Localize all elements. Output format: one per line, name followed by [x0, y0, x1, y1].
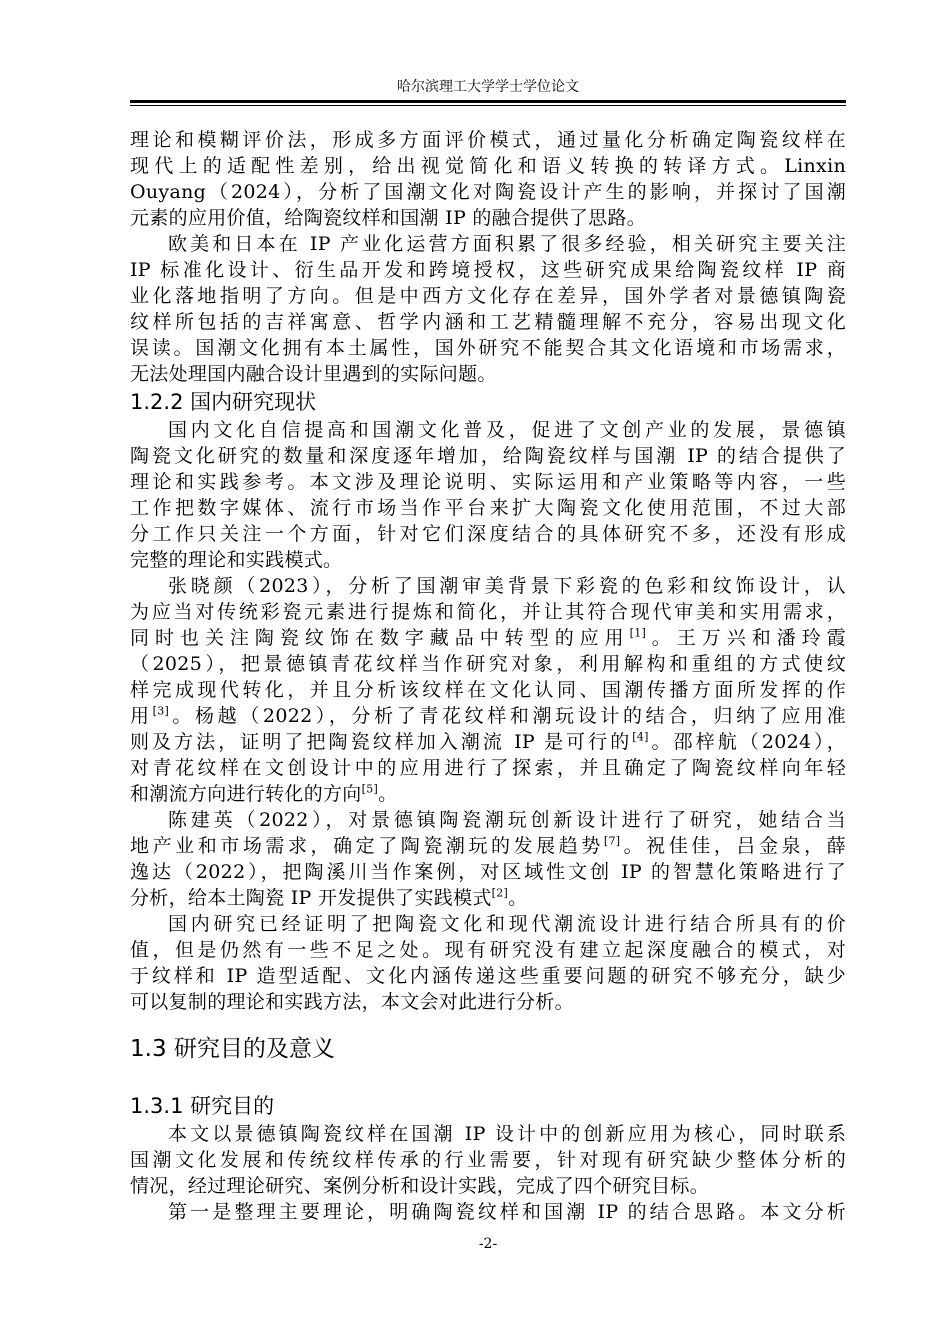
citation-ref: [3] — [152, 704, 170, 718]
text-line: （2025），把景德镇青花纹样当作研究对象，利用解构和重组的方式使纹 — [130, 653, 846, 675]
citation-ref: [5] — [361, 782, 379, 796]
text-segment: 。杨越（2022），分析了青花纹样和潮玩设计的结合，归纳了应用准 — [169, 705, 846, 727]
citation-ref: [7] — [603, 834, 621, 848]
text-line: 理论和模糊评价法，形成多方面评价模式，通过量化分析确定陶瓷纹样在 — [130, 129, 846, 151]
section-heading-1-3-1: 1.3.1 研究目的 — [130, 1094, 275, 1118]
paragraph-first-goal — [130, 1199, 846, 1225]
text-line — [130, 625, 846, 651]
text-segment: 。王万兴和潘玲霞 — [646, 627, 846, 649]
running-header: 哈尔滨理工大学学士学位论文 — [397, 79, 579, 95]
text-line — [130, 885, 846, 911]
section-heading-1-2-2: 1.2.2 国内研究现状 — [130, 390, 317, 414]
text-line — [130, 781, 846, 807]
text-line: 误读。国潮文化拥有本土属性，国外研究不能契合其文化语境和市场需求， — [130, 337, 846, 359]
text-line: 对青花纹样在文创设计中的应用进行了探索，并且确定了陶瓷纹样向年轻 — [130, 757, 846, 779]
text-line — [130, 833, 846, 859]
section-heading-1-3: 1.3 研究目的及意义 — [130, 1036, 335, 1062]
citation-ref: [4] — [632, 730, 649, 744]
text-line: 业化落地指明了方向。但是中西方文化存在差异，国外学者对景德镇陶瓷 — [130, 285, 846, 307]
text-line: 欧美和日本在 IP 产业化运营方面积累了很多经验，相关研究主要关注 — [168, 233, 846, 255]
text-segment: 同时也关注陶瓷纹饰在数字藏品中转型的应用 — [130, 627, 630, 649]
text-line — [130, 703, 846, 729]
text-segment: 地产业和市场需求，确定了陶瓷潮玩的发展趋势 — [130, 835, 604, 857]
paragraph-research-purpose — [130, 1121, 846, 1199]
text-line: IP 标准化设计、衍生品开发和跨境授权，这些研究成果给陶瓷纹样 IP 商 — [130, 259, 846, 281]
text-line: 国潮文化发展和传统纹样传承的行业需要，针对现有研究缺少整体分析的 — [130, 1149, 846, 1171]
paragraph-foreign-research — [130, 231, 846, 387]
text-segment: 。 — [508, 887, 528, 909]
text-line: 工作把数字媒体、流行市场当作平台来扩大陶瓷文化使用范围，不过大部 — [130, 497, 846, 519]
text-line — [130, 729, 846, 755]
body-content — [130, 127, 846, 1225]
text-line: 陈建英（2022），对景德镇陶瓷潮玩创新设计进行了研究，她结合当 — [168, 809, 846, 831]
paragraph-continued — [130, 127, 846, 231]
text-line: 无法处理国内融合设计里遇到的实际问题。 — [130, 363, 497, 385]
paragraph-domestic-overview — [130, 417, 846, 573]
text-line: 完整的理论和实践模式。 — [130, 549, 343, 571]
text-segment: 用 — [130, 705, 153, 727]
citation-ref: [2] — [491, 886, 509, 900]
text-line: Ouyang（2024），分析了国潮文化对陶瓷设计产生的影响，并探讨了国潮 — [130, 181, 846, 203]
text-line: 可以复制的理论和实践方法，本文会对此进行分析。 — [130, 991, 574, 1013]
text-line: 值，但是仍然有一些不足之处。现有研究没有建立起深度融合的模式，对 — [130, 939, 846, 961]
text-line: 于纹样和 IP 造型适配、文化内涵传递这些重要问题的研究不够充分，缺少 — [130, 965, 846, 987]
header-rule-thick — [130, 100, 846, 103]
text-line: 为应当对传统彩瓷元素进行提炼和简化，并让其符合现代审美和实用需求， — [130, 601, 846, 623]
citation-ref: [1] — [629, 626, 647, 640]
text-line: 现代上的适配性差别，给出视觉简化和语义转换的转译方式。Linxin — [130, 155, 846, 177]
text-line: 张晓颜（2023），分析了国潮审美背景下彩瓷的色彩和纹饰设计，认 — [168, 575, 846, 597]
text-line: 逸达（2022），把陶溪川当作案例，对区域性文创 IP 的智慧化策略进行了 — [130, 861, 846, 883]
text-line: 本文以景德镇陶瓷纹样在国潮 IP 设计中的创新应用为核心，同时联系 — [168, 1123, 846, 1145]
text-segment: 。邵梓航（2024）， — [648, 731, 846, 753]
text-line: 陶瓷文化研究的数量和深度逐年增加，给陶瓷纹样与国潮 IP 的结合提供了 — [130, 445, 846, 467]
text-line: 国内研究已经证明了把陶瓷文化和现代潮流设计进行结合所具有的价 — [168, 913, 846, 935]
paragraph-literature-review — [130, 573, 846, 807]
text-segment: 。 — [378, 783, 398, 805]
text-line: 国内文化自信提高和国潮文化普及，促进了文创产业的发展，景德镇 — [168, 419, 846, 441]
text-line: 纹样所包括的吉祥寓意、哲学内涵和工艺精髓理解不充分，容易出现文化 — [130, 311, 846, 333]
paragraph-summary — [130, 911, 846, 1015]
text-line: 元素的应用价值，给陶瓷纹样和国潮 IP 的融合提供了思路。 — [130, 207, 647, 229]
text-line: 第一是整理主要理论，明确陶瓷纹样和国潮 IP 的结合思路。本文分析 — [168, 1201, 846, 1223]
text-line: 情况，经过理论研究、案例分析和设计实践，完成了四个研究目标。 — [130, 1175, 710, 1197]
text-segment: 则及方法，证明了把陶瓷纹样加入潮流 IP 是可行的 — [130, 731, 633, 753]
paragraph-case-studies — [130, 807, 846, 911]
text-segment: 和潮流方向进行转化的方向 — [130, 783, 362, 805]
text-line: 理论和实践参考。本文涉及理论说明、实际运用和产业策略等内容，一些 — [130, 471, 846, 493]
text-line: 分工作只关注一个方面，针对它们深度结合的具体研究不多，还没有形成 — [130, 523, 846, 545]
text-line: 样完成现代转化，并且分析该纹样在文化认同、国潮传播方面所发挥的作 — [130, 679, 846, 701]
page-number: -2- — [478, 1236, 498, 1252]
header-rule-thin — [130, 105, 846, 106]
text-segment: 分析，给本土陶瓷 IP 开发提供了实践模式 — [130, 887, 492, 909]
text-segment: 。祝佳佳，吕金泉，薛 — [620, 835, 846, 857]
